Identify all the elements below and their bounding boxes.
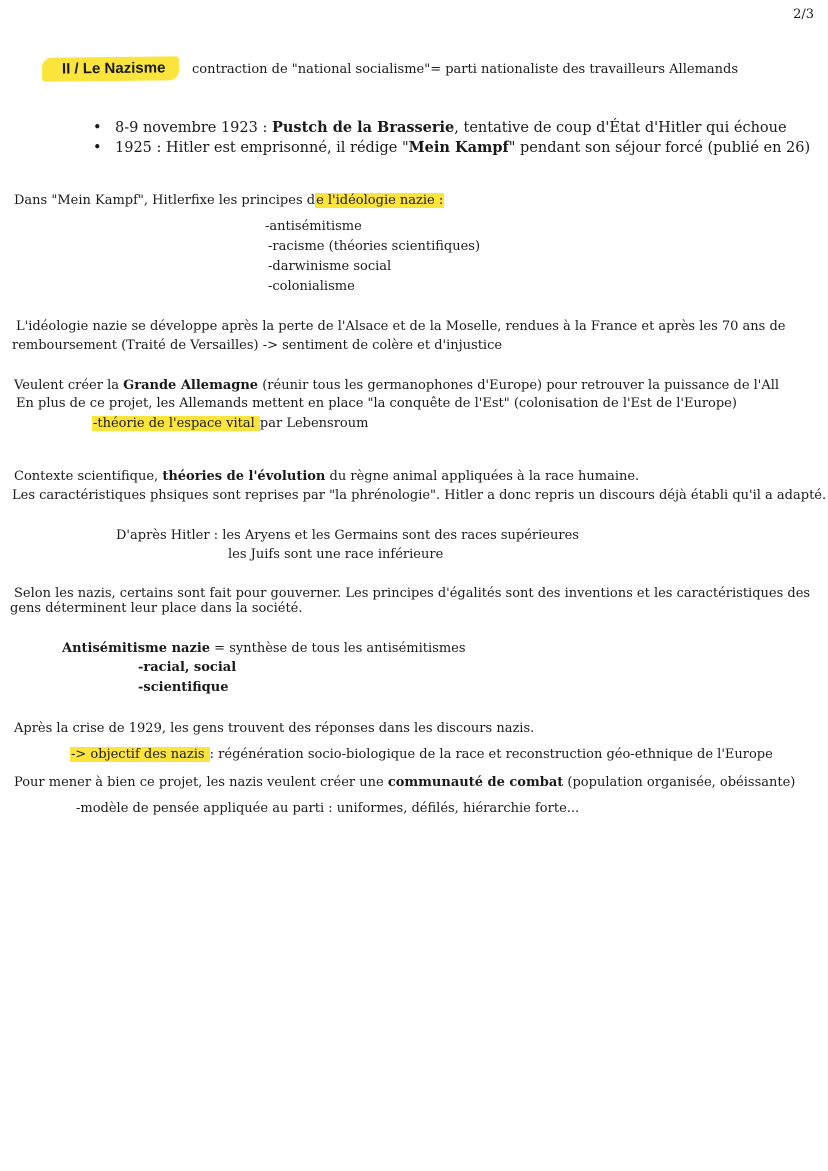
- ideology-item: -darwinisme social: [268, 259, 392, 274]
- ideology-item: -racisme (théories scientifiques): [268, 239, 481, 254]
- context-line: remboursement (Traité de Versailles) -> sentiment de colère et d'injustice: [12, 338, 503, 353]
- ideology-highlight: e l'idéologie nazie :: [316, 193, 444, 208]
- science-line: Les caractéristiques phsiques sont reprises par "la phrénologie". Hitler a donc repris un discours déjà établi qu'il a adapté.: [12, 488, 827, 503]
- races-line: les Juifs sont une race inférieure: [228, 547, 444, 562]
- antisem-line: [62, 640, 466, 658]
- bullet-text: 8-9 novembre 1923 :: [115, 120, 272, 136]
- bullet-text: 1925 : Hitler est emprisonné, il rédige ": [115, 140, 409, 156]
- crisis-text: (population organisée, obéissante): [563, 775, 796, 790]
- heading-row: [42, 57, 738, 81]
- ideology-intro: [14, 192, 444, 210]
- antisem-text: = synthèse de tous les antisémitismes: [210, 641, 466, 656]
- espace-vital-highlight: -théorie de l'espace vital: [93, 416, 259, 431]
- grande-bold: Grande Allemagne: [123, 378, 259, 393]
- bullet-item: [115, 119, 787, 137]
- science-text: du règne animal appliquées à la race humaine.: [325, 469, 640, 484]
- bullet-text: , tentative de coup d'État d'Hitler qui échoue: [454, 120, 787, 136]
- bullet-text: " pendant son séjour forcé (publié en 26): [508, 140, 811, 156]
- context-line: L'idéologie nazie se développe après la perte de l'Alsace et de la Moselle, rendues à la France et après les 70 ans de: [16, 319, 786, 334]
- antisem-bold: Antisémitisme nazie: [62, 641, 211, 656]
- govern-line: gens déterminent leur place dans la société.: [10, 601, 303, 616]
- crisis-bold: communauté de combat: [387, 775, 564, 790]
- page-title: II / Le Nazisme: [42, 56, 180, 81]
- page-subtitle: contraction de "national socialisme"= parti nationaliste des travailleurs Allemands: [191, 62, 739, 77]
- objectif-highlight: -> objectif des nazis: [71, 747, 209, 762]
- ideology-intro-text: Dans "Mein Kampf", Hitlerfixe les principes d: [14, 193, 316, 208]
- ideology-item: -colonialisme: [268, 279, 355, 294]
- grande-line: En plus de ce projet, les Allemands mettent en place "la conquête de l'Est" (colonisation de l'Est de l'Europe): [16, 396, 737, 411]
- grande-line: [14, 377, 779, 395]
- crisis-text: Pour mener à bien ce projet, les nazis veulent créer une: [14, 775, 388, 790]
- bullet-bold: Mein Kampf: [408, 139, 509, 156]
- crisis-line: [70, 746, 773, 764]
- grande-line: [92, 415, 368, 433]
- antisem-item: -racial, social: [138, 660, 237, 675]
- bullet-item: [115, 139, 810, 157]
- grande-text: par Lebensroum: [259, 416, 369, 431]
- science-bold: théories de l'évolution: [162, 469, 326, 484]
- ideology-item: -antisémitisme: [265, 219, 362, 234]
- bullet-bold: Pustch de la Brasserie: [271, 119, 455, 136]
- science-text: Contexte scientifique,: [14, 469, 163, 484]
- govern-line: Selon les nazis, certains sont fait pour gouverner. Les principes d'égalités sont des inventions et les caractéristiques des: [14, 586, 811, 601]
- crisis-line: -modèle de pensée appliquée au parti : uniformes, défilés, hiérarchie forte...: [76, 801, 580, 816]
- grande-text: Veulent créer la: [14, 378, 124, 393]
- page-number: 2/3: [793, 7, 814, 22]
- science-line: [14, 468, 639, 486]
- crisis-text: : régénération socio-biologique de la race et reconstruction géo-ethnique de l'Europe: [209, 747, 773, 762]
- grande-text: (réunir tous les germanophones d'Europe) pour retrouver la puissance de l'All: [258, 378, 780, 393]
- antisem-item: -scientifique: [138, 680, 229, 695]
- crisis-line: [14, 774, 795, 792]
- crisis-line: Après la crise de 1929, les gens trouvent des réponses dans les discours nazis.: [14, 721, 535, 736]
- races-line: D'après Hitler : les Aryens et les Germains sont des races supérieures: [116, 528, 579, 543]
